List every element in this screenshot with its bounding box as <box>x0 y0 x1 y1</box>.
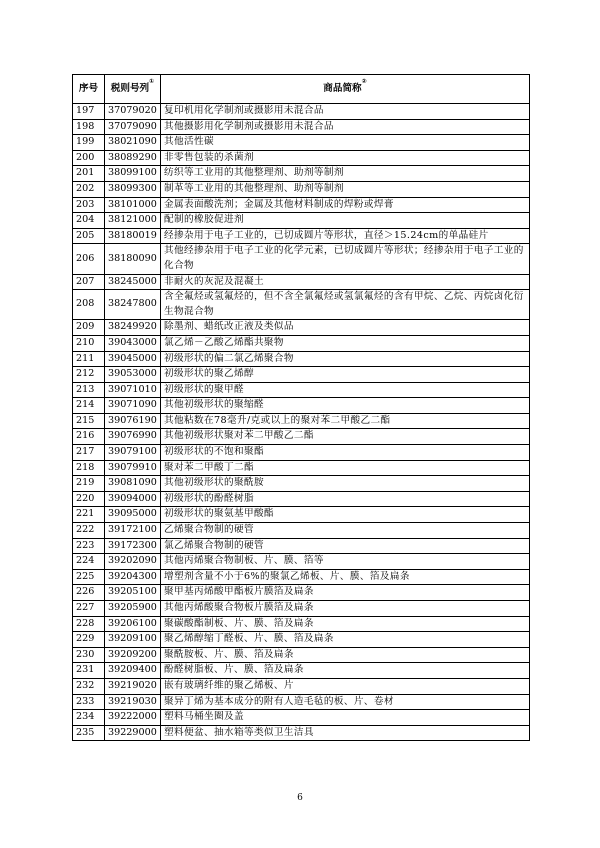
row-code-cell: 39071090 <box>105 398 161 414</box>
row-seq-cell: 220 <box>73 491 105 507</box>
row-name-cell: 配制的橡胶促进剂 <box>161 213 530 229</box>
table-row <box>73 554 530 570</box>
row-seq-cell: 221 <box>73 507 105 523</box>
row-name-cell: 氯乙烯聚合物制的硬管 <box>161 538 530 554</box>
row-code-cell: 39219020 <box>105 678 161 694</box>
row-seq-cell: 213 <box>73 382 105 398</box>
row-seq-cell: 232 <box>73 678 105 694</box>
row-seq-cell: 208 <box>73 290 105 320</box>
table-row <box>73 228 530 244</box>
row-code-cell: 38249920 <box>105 320 161 336</box>
row-code-cell: 39204300 <box>105 569 161 585</box>
row-code-cell: 39081090 <box>105 476 161 492</box>
tariff-table <box>72 74 530 741</box>
row-name-cell: 其他初级形状聚对苯二甲酸乙二酯 <box>161 429 530 445</box>
row-seq-cell: 203 <box>73 197 105 213</box>
table-row <box>73 616 530 632</box>
table-row <box>73 181 530 197</box>
row-name-cell: 其他初级形状的聚酰胺 <box>161 476 530 492</box>
table-row <box>73 367 530 383</box>
row-code-cell: 39079910 <box>105 460 161 476</box>
row-seq-cell: 207 <box>73 274 105 290</box>
table-row <box>73 244 530 274</box>
table-row <box>73 601 530 617</box>
table-row <box>73 274 530 290</box>
table-row <box>73 710 530 726</box>
row-seq-cell: 228 <box>73 616 105 632</box>
table-row <box>73 429 530 445</box>
row-name-cell: 其他经掺杂用于电子工业的化学元素，已切成圆片等形状；经掺杂用于电子工业的化合物 <box>161 244 530 274</box>
row-seq-cell: 223 <box>73 538 105 554</box>
row-name-cell: 初级形状的偏二氯乙烯聚合物 <box>161 351 530 367</box>
table-row <box>73 507 530 523</box>
row-name-cell: 其他活性碳 <box>161 135 530 151</box>
row-seq-cell: 229 <box>73 632 105 648</box>
table-row <box>73 632 530 648</box>
row-name-cell: 酚醛树脂板、片、膜、箔及扁条 <box>161 663 530 679</box>
row-code-cell: 39209100 <box>105 632 161 648</box>
row-name-cell: 塑料便盆、抽水箱等类似卫生洁具 <box>161 725 530 741</box>
row-code-cell: 39172300 <box>105 538 161 554</box>
row-seq-cell: 198 <box>73 119 105 135</box>
row-name-cell: 纺织等工业用的其他整理剂、助剂等制剂 <box>161 166 530 182</box>
row-name-cell: 聚甲基丙烯酸甲酯板片膜箔及扁条 <box>161 585 530 601</box>
row-seq-cell: 216 <box>73 429 105 445</box>
footnote-mark-2: ② <box>361 77 367 85</box>
table-row <box>73 135 530 151</box>
row-name-cell: 金属表面酸洗剂；金属及其他材料制成的焊粉或焊膏 <box>161 197 530 213</box>
row-seq-cell: 204 <box>73 213 105 229</box>
row-code-cell: 38101000 <box>105 197 161 213</box>
table-row <box>73 351 530 367</box>
row-name-cell: 非耐火的灰泥及混凝土 <box>161 274 530 290</box>
table-row <box>73 538 530 554</box>
row-code-cell: 38089290 <box>105 150 161 166</box>
row-seq-cell: 200 <box>73 150 105 166</box>
row-code-cell: 39222000 <box>105 710 161 726</box>
row-seq-cell: 209 <box>73 320 105 336</box>
header-code: 税则号列① <box>105 75 161 104</box>
row-name-cell: 初级形状的聚甲醛 <box>161 382 530 398</box>
row-code-cell: 39071010 <box>105 382 161 398</box>
row-name-cell: 初级形状的不饱和聚酯 <box>161 445 530 461</box>
row-code-cell: 38180019 <box>105 228 161 244</box>
row-code-cell: 39053000 <box>105 367 161 383</box>
row-name-cell: 其他摄影用化学制剂或摄影用未混合品 <box>161 119 530 135</box>
row-code-cell: 39219030 <box>105 694 161 710</box>
table-row <box>73 150 530 166</box>
row-code-cell: 38099300 <box>105 181 161 197</box>
row-seq-cell: 214 <box>73 398 105 414</box>
table-row <box>73 585 530 601</box>
row-name-cell: 增塑剂含量不小于6%的聚氯乙烯板、片、膜、箔及扁条 <box>161 569 530 585</box>
row-code-cell: 39043000 <box>105 335 161 351</box>
row-code-cell: 39079100 <box>105 445 161 461</box>
table-row <box>73 104 530 120</box>
page-number: 6 <box>297 793 303 803</box>
row-name-cell: 初级形状的酚醛树脂 <box>161 491 530 507</box>
row-code-cell: 37079090 <box>105 119 161 135</box>
row-name-cell: 初级形状的聚氨基甲酸酯 <box>161 507 530 523</box>
row-name-cell: 聚酰胺板、片、膜、箔及扁条 <box>161 647 530 663</box>
row-seq-cell: 218 <box>73 460 105 476</box>
row-seq-cell: 212 <box>73 367 105 383</box>
footnote-mark-1: ① <box>149 77 155 85</box>
row-name-cell: 嵌有玻璃纤维的聚乙烯板、片 <box>161 678 530 694</box>
row-name-cell: 聚乙烯醇缩丁醛板、片、膜、箔及扁条 <box>161 632 530 648</box>
table-row <box>73 382 530 398</box>
row-seq-cell: 210 <box>73 335 105 351</box>
row-code-cell: 38180090 <box>105 244 161 274</box>
row-code-cell: 39209200 <box>105 647 161 663</box>
row-seq-cell: 215 <box>73 413 105 429</box>
row-name-cell: 聚异丁烯为基本成分的附有人造毛毡的板、片、卷材 <box>161 694 530 710</box>
row-code-cell: 39205100 <box>105 585 161 601</box>
table-body <box>73 104 530 741</box>
header-seq: 序号 <box>73 75 105 104</box>
row-code-cell: 39172100 <box>105 523 161 539</box>
table-row <box>73 647 530 663</box>
table-row <box>73 445 530 461</box>
row-code-cell: 39229000 <box>105 725 161 741</box>
row-code-cell: 39205900 <box>105 601 161 617</box>
row-seq-cell: 222 <box>73 523 105 539</box>
row-seq-cell: 224 <box>73 554 105 570</box>
table-row <box>73 694 530 710</box>
row-seq-cell: 231 <box>73 663 105 679</box>
table-row <box>73 678 530 694</box>
table-header <box>73 75 530 104</box>
row-seq-cell: 197 <box>73 104 105 120</box>
row-code-cell: 37079020 <box>105 104 161 120</box>
row-name-cell: 经掺杂用于电子工业的，已切成圆片等形状，直径＞15.24cm的单晶硅片 <box>161 228 530 244</box>
row-name-cell: 塑料马桶坐圈及盖 <box>161 710 530 726</box>
row-seq-cell: 217 <box>73 445 105 461</box>
table-row <box>73 335 530 351</box>
row-code-cell: 39076990 <box>105 429 161 445</box>
row-seq-cell: 225 <box>73 569 105 585</box>
row-code-cell: 39076190 <box>105 413 161 429</box>
table-row <box>73 398 530 414</box>
row-name-cell: 制革等工业用的其他整理剂、助剂等制剂 <box>161 181 530 197</box>
row-name-cell: 聚碳酸酯制板、片、膜、箔及扁条 <box>161 616 530 632</box>
table-row <box>73 663 530 679</box>
row-code-cell: 39206100 <box>105 616 161 632</box>
table-row <box>73 569 530 585</box>
row-name-cell: 其他初级形状的聚缩醛 <box>161 398 530 414</box>
row-seq-cell: 233 <box>73 694 105 710</box>
row-seq-cell: 211 <box>73 351 105 367</box>
row-name-cell: 乙烯聚合物制的硬管 <box>161 523 530 539</box>
row-seq-cell: 201 <box>73 166 105 182</box>
table-row <box>73 119 530 135</box>
row-name-cell: 含全氟烃或氢氟烃的，但不含全氯氟烃或氢氯氟烃的含有甲烷、乙烷、丙烷卤化衍生物混合物 <box>161 290 530 320</box>
row-seq-cell: 227 <box>73 601 105 617</box>
row-name-cell: 复印机用化学制剂或摄影用未混合品 <box>161 104 530 120</box>
row-code-cell: 38247800 <box>105 290 161 320</box>
row-code-cell: 38021090 <box>105 135 161 151</box>
row-name-cell: 聚对苯二甲酸丁二酯 <box>161 460 530 476</box>
row-seq-cell: 234 <box>73 710 105 726</box>
table-row <box>73 197 530 213</box>
table-row <box>73 523 530 539</box>
row-code-cell: 38099100 <box>105 166 161 182</box>
header-name: 商品简称② <box>161 75 530 104</box>
row-code-cell: 39045000 <box>105 351 161 367</box>
row-code-cell: 39209400 <box>105 663 161 679</box>
table-row <box>73 213 530 229</box>
row-name-cell: 其他粘数在78毫升/克或以上的聚对苯二甲酸乙二酯 <box>161 413 530 429</box>
table-row <box>73 320 530 336</box>
table-row <box>73 166 530 182</box>
table-row <box>73 725 530 741</box>
row-seq-cell: 226 <box>73 585 105 601</box>
row-code-cell: 39094000 <box>105 491 161 507</box>
row-seq-cell: 219 <box>73 476 105 492</box>
row-seq-cell: 235 <box>73 725 105 741</box>
table-row <box>73 413 530 429</box>
table-row <box>73 290 530 320</box>
table-row <box>73 460 530 476</box>
row-seq-cell: 206 <box>73 244 105 274</box>
row-code-cell: 38245000 <box>105 274 161 290</box>
row-seq-cell: 199 <box>73 135 105 151</box>
row-code-cell: 39095000 <box>105 507 161 523</box>
row-name-cell: 除墨剂、蜡纸改正液及类似品 <box>161 320 530 336</box>
row-name-cell: 其他丙烯酸聚合物板片膜箔及扁条 <box>161 601 530 617</box>
row-name-cell: 氯乙烯－乙酸乙烯酯共聚物 <box>161 335 530 351</box>
row-seq-cell: 230 <box>73 647 105 663</box>
table-row <box>73 491 530 507</box>
row-name-cell: 非零售包装的杀菌剂 <box>161 150 530 166</box>
row-seq-cell: 205 <box>73 228 105 244</box>
row-code-cell: 38121000 <box>105 213 161 229</box>
row-name-cell: 其他丙烯聚合物制板、片、膜、箔等 <box>161 554 530 570</box>
row-seq-cell: 202 <box>73 181 105 197</box>
row-code-cell: 39202090 <box>105 554 161 570</box>
table-row <box>73 476 530 492</box>
row-name-cell: 初级形状的聚乙烯醇 <box>161 367 530 383</box>
